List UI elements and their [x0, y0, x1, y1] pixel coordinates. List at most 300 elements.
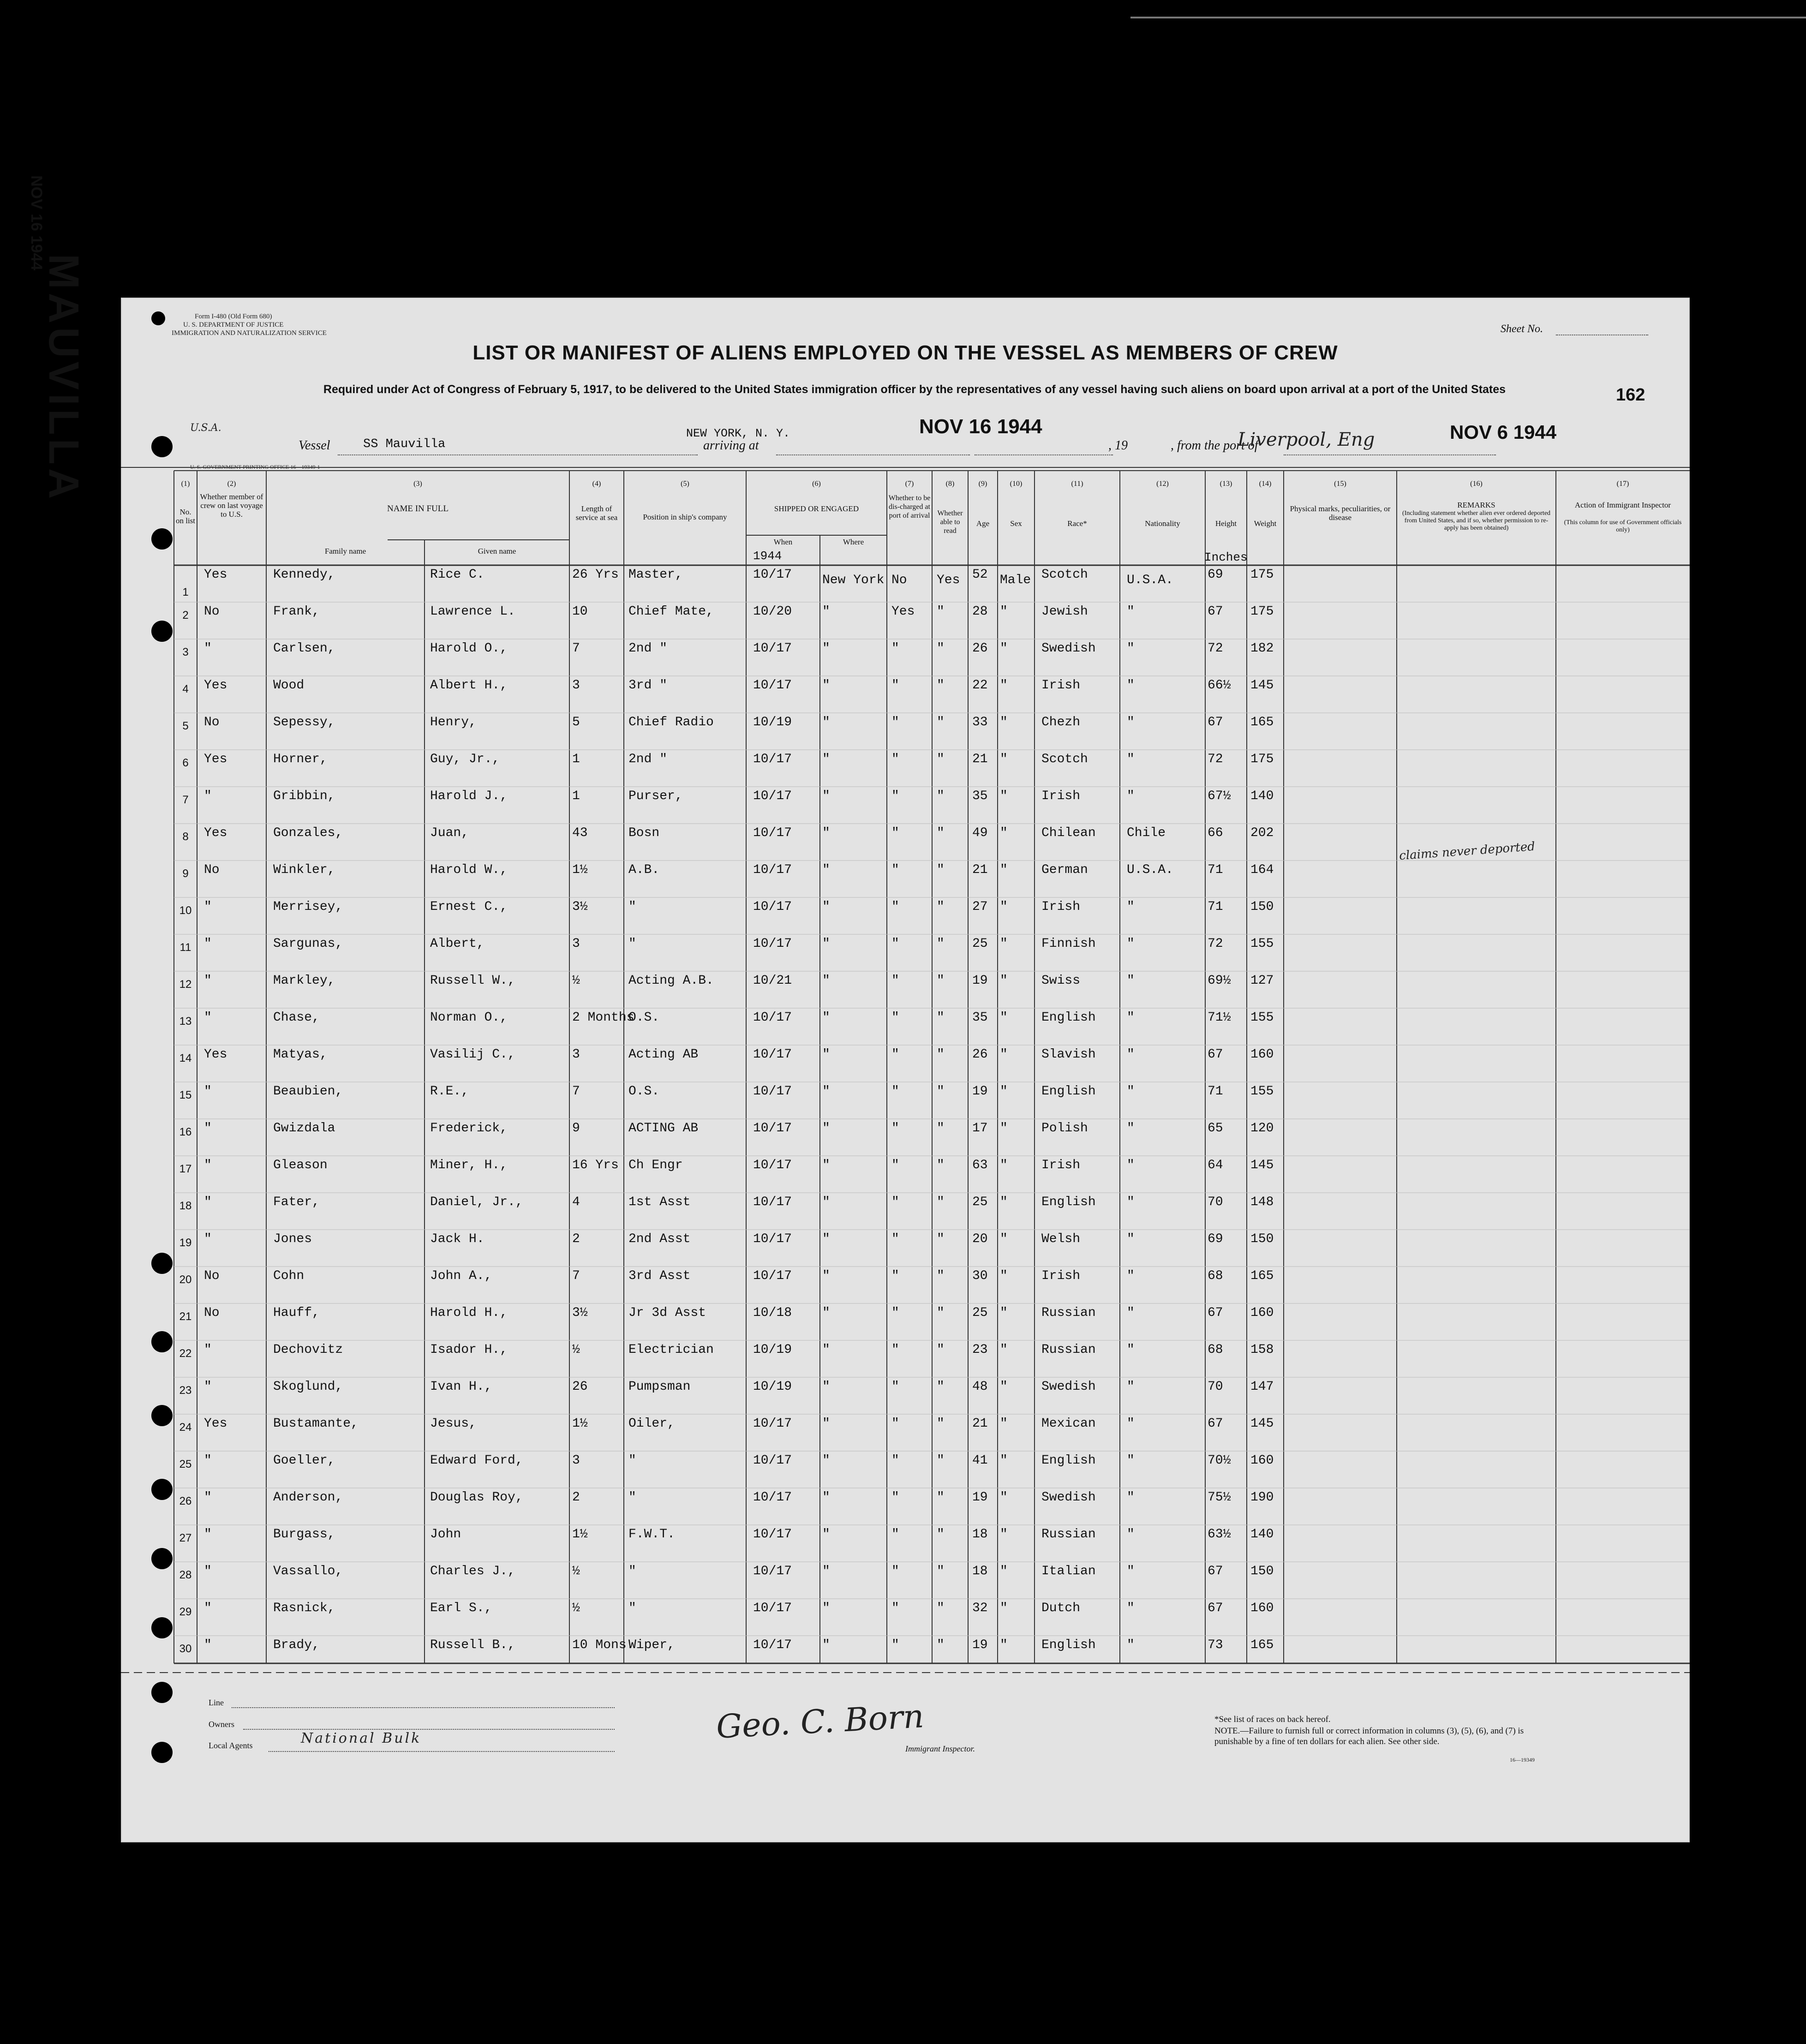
service-length-cell: 2	[572, 1232, 580, 1246]
sex-cell: "	[1000, 1047, 1008, 1062]
service-length-cell: 4	[572, 1195, 580, 1209]
nationality-cell: "	[1127, 1121, 1135, 1136]
row-number: 8	[182, 831, 189, 843]
row-number: 7	[182, 794, 189, 806]
weight-cell: 145	[1250, 1416, 1274, 1431]
height-cell: 72	[1208, 937, 1223, 951]
races-note: *See list of races on back hereof.	[1214, 1715, 1331, 1724]
race-cell: Jewish	[1041, 604, 1088, 619]
given-name-cell: Guy, Jr.,	[430, 752, 500, 766]
height-cell: 72	[1208, 641, 1223, 656]
service-length-cell: 1	[572, 789, 580, 803]
shipped-when-cell: 10/17	[753, 568, 792, 582]
prev-voyage-cell: "	[204, 1010, 212, 1025]
age-cell: 21	[972, 752, 988, 766]
row-number: 13	[179, 1015, 192, 1028]
weight-cell: 160	[1250, 1601, 1274, 1615]
age-cell: 21	[972, 1416, 988, 1431]
height-cell: 66	[1208, 826, 1223, 840]
weight-cell: 150	[1250, 900, 1274, 914]
able-to-read-cell: "	[937, 937, 945, 951]
sex-cell: "	[1000, 974, 1008, 988]
col-number: (7)	[905, 480, 914, 488]
family-name-cell: Matyas,	[273, 1047, 328, 1062]
shipped-where-cell: "	[822, 1047, 830, 1062]
row-number: 4	[182, 683, 189, 695]
race-cell: Dutch	[1041, 1601, 1081, 1615]
prev-voyage-cell: "	[204, 789, 212, 803]
nationality-cell: "	[1127, 678, 1135, 693]
given-name-cell: Isador H.,	[430, 1343, 508, 1357]
family-name-cell: Horner,	[273, 752, 328, 766]
position-cell: 3rd Asst	[628, 1269, 691, 1283]
col-number: (13)	[1220, 480, 1232, 488]
nationality-cell: "	[1127, 1453, 1135, 1468]
header-shipped-engaged: SHIPPED OR ENGAGED	[774, 504, 859, 513]
height-cell: 75½	[1208, 1490, 1231, 1505]
header-age: Age	[976, 519, 990, 528]
height-cell: 67	[1208, 604, 1223, 619]
discharged-cell: "	[891, 900, 899, 914]
position-cell: Master,	[628, 568, 683, 582]
able-to-read-cell: "	[937, 752, 945, 766]
position-cell: Ch Engr	[628, 1158, 683, 1172]
row-number: 27	[179, 1532, 192, 1544]
age-cell: 28	[972, 604, 988, 619]
shipped-where-cell: "	[822, 1343, 830, 1357]
row-number: 26	[179, 1495, 192, 1507]
weight-cell: 175	[1250, 604, 1274, 619]
height-cell: 71	[1208, 1084, 1223, 1099]
position-cell: "	[628, 1601, 636, 1615]
weight-cell: 155	[1250, 937, 1274, 951]
col-number: (3)	[413, 480, 422, 488]
shipped-when-cell: 10/17	[753, 789, 792, 803]
shipped-where-cell: "	[822, 1416, 830, 1431]
service-length-cell: 2	[572, 1490, 580, 1505]
year-label: , 19	[1108, 438, 1128, 453]
family-name-cell: Wood	[273, 678, 305, 693]
height-cell: 72	[1208, 752, 1223, 766]
shipped-where-cell: "	[822, 826, 830, 840]
given-name-cell: Harold W.,	[430, 863, 508, 877]
row-number: 24	[179, 1421, 192, 1434]
position-cell: 2nd "	[628, 752, 668, 766]
sex-cell: "	[1000, 1638, 1008, 1652]
form-id: Form I-480 (Old Form 680)	[195, 313, 272, 320]
given-name-cell: Jesus,	[430, 1416, 477, 1431]
given-name-cell: Ivan H.,	[430, 1380, 492, 1394]
sex-cell: "	[1000, 1121, 1008, 1136]
header-inspector-action: Action of Immigrant Inspector	[1574, 501, 1671, 509]
line-field	[232, 1707, 615, 1708]
shipped-where-cell: "	[822, 789, 830, 803]
shipped-when-cell: 10/17	[753, 1416, 792, 1431]
row-number: 20	[179, 1273, 192, 1286]
able-to-read-cell: "	[937, 1047, 945, 1062]
nationality-cell: "	[1127, 604, 1135, 619]
position-cell: Wiper,	[628, 1638, 675, 1652]
age-cell: 33	[972, 715, 988, 729]
race-cell: Swedish	[1041, 1490, 1096, 1505]
position-cell: "	[628, 1490, 636, 1505]
nationality-cell: "	[1127, 1490, 1135, 1505]
position-cell: "	[628, 937, 636, 951]
height-cell: 69½	[1208, 974, 1231, 988]
sex-cell: Male	[1000, 573, 1031, 587]
race-cell: Irish	[1041, 789, 1081, 803]
prev-voyage-cell: "	[204, 1638, 212, 1652]
sex-cell: "	[1000, 715, 1008, 729]
usa-note: U.S.A.	[190, 422, 221, 434]
shipped-where-cell: "	[822, 1601, 830, 1615]
position-cell: "	[628, 1453, 636, 1468]
header-given-name: Given name	[478, 547, 516, 556]
prev-voyage-cell: "	[204, 974, 212, 988]
page-number: 162	[1616, 385, 1645, 405]
shipped-when-cell: 10/17	[753, 1453, 792, 1468]
position-cell: O.S.	[628, 1010, 660, 1025]
shipped-when-cell: 10/19	[753, 1343, 792, 1357]
col-number: (12)	[1156, 480, 1169, 488]
sex-cell: "	[1000, 678, 1008, 693]
race-cell: Russian	[1041, 1343, 1096, 1357]
service-length-cell: 1½	[572, 863, 588, 877]
family-name-cell: Brady,	[273, 1638, 320, 1652]
form-department: U. S. DEPARTMENT OF JUSTICE	[183, 321, 284, 329]
discharged-cell: "	[891, 678, 899, 693]
position-cell: 2nd Asst	[628, 1232, 691, 1246]
given-name-cell: Vasilij C.,	[430, 1047, 515, 1062]
weight-cell: 145	[1250, 678, 1274, 693]
race-cell: Swedish	[1041, 641, 1096, 656]
age-cell: 30	[972, 1269, 988, 1283]
position-cell: ACTING AB	[628, 1121, 699, 1136]
height-cell: 63½	[1208, 1527, 1231, 1542]
header-height: Height	[1215, 519, 1237, 528]
discharged-cell: "	[891, 1416, 899, 1431]
service-length-cell: 3	[572, 1453, 580, 1468]
position-cell: Electrician	[628, 1343, 714, 1357]
height-cell: 67	[1208, 1601, 1223, 1615]
discharged-cell: "	[891, 1084, 899, 1099]
height-cell: 67½	[1208, 789, 1231, 803]
discharged-cell: "	[891, 1343, 899, 1357]
given-name-cell: Jack H.	[430, 1232, 484, 1246]
service-length-cell: 1½	[572, 1416, 588, 1431]
sex-cell: "	[1000, 1416, 1008, 1431]
position-cell: "	[628, 900, 636, 914]
service-length-cell: 10 Mons.	[572, 1638, 634, 1652]
service-length-cell: 43	[572, 826, 588, 840]
able-to-read-cell: "	[937, 974, 945, 988]
service-length-cell: ½	[572, 1564, 580, 1578]
age-cell: 25	[972, 1195, 988, 1209]
family-name-cell: Rasnick,	[273, 1601, 335, 1615]
nationality-cell: "	[1127, 1601, 1135, 1615]
height-cell: 71½	[1208, 1010, 1231, 1025]
sex-cell: "	[1000, 1453, 1008, 1468]
nationality-cell: "	[1127, 1047, 1135, 1062]
shipped-where-cell: "	[822, 900, 830, 914]
weight-cell: 148	[1250, 1195, 1274, 1209]
age-cell: 23	[972, 1343, 988, 1357]
departure-date-stamp: NOV 6 1944	[1450, 421, 1557, 443]
col-number: (6)	[812, 480, 821, 488]
header-nationality: Nationality	[1145, 519, 1180, 528]
family-name-cell: Chase,	[273, 1010, 320, 1025]
age-cell: 63	[972, 1158, 988, 1172]
row-number: 23	[179, 1384, 192, 1397]
prev-voyage-cell: "	[204, 1121, 212, 1136]
prev-voyage-cell: "	[204, 1195, 212, 1209]
prev-voyage-cell: No	[204, 1306, 220, 1320]
able-to-read-cell: "	[937, 1343, 945, 1357]
age-cell: 52	[972, 568, 988, 582]
local-agents-label: Local Agents	[209, 1741, 253, 1750]
given-name-cell: Norman O.,	[430, 1010, 508, 1025]
age-cell: 32	[972, 1601, 988, 1615]
nationality-cell: "	[1127, 1269, 1135, 1283]
service-length-cell: 3	[572, 937, 580, 951]
shipped-where-cell: "	[822, 1084, 830, 1099]
discharged-cell: "	[891, 1047, 899, 1062]
prev-voyage-cell: Yes	[204, 568, 227, 582]
weight-cell: 127	[1250, 974, 1274, 988]
arriving-port: NEW YORK, N. Y.	[686, 427, 790, 440]
family-name-cell: Skoglund,	[273, 1380, 343, 1394]
given-name-cell: John	[430, 1527, 461, 1542]
shipped-when-cell: 10/19	[753, 1380, 792, 1394]
shipped-when-cell: 10/17	[753, 1121, 792, 1136]
prev-voyage-cell: Yes	[204, 1047, 227, 1062]
service-length-cell: 5	[572, 715, 580, 729]
given-name-cell: Russell B.,	[430, 1638, 515, 1652]
weight-cell: 190	[1250, 1490, 1274, 1505]
sex-cell: "	[1000, 1380, 1008, 1394]
age-cell: 26	[972, 1047, 988, 1062]
able-to-read-cell: "	[937, 1490, 945, 1505]
race-cell: Swedish	[1041, 1380, 1096, 1394]
able-to-read-cell: "	[937, 826, 945, 840]
able-to-read-cell: "	[937, 678, 945, 693]
able-to-read-cell: "	[937, 1380, 945, 1394]
shipped-where-cell: "	[822, 1490, 830, 1505]
owners-field	[243, 1729, 615, 1730]
line-label: Line	[209, 1698, 224, 1707]
discharged-cell: "	[891, 641, 899, 656]
family-name-cell: Carlsen,	[273, 641, 335, 656]
weight-cell: 202	[1250, 826, 1274, 840]
nationality-cell: "	[1127, 1380, 1135, 1394]
age-cell: 21	[972, 863, 988, 877]
position-cell: Pumpsman	[628, 1380, 691, 1394]
family-name-cell: Gleason	[273, 1158, 328, 1172]
given-name-cell: Juan,	[430, 826, 469, 840]
discharged-cell: "	[891, 752, 899, 766]
shipped-where-cell: "	[822, 1638, 830, 1652]
nationality-cell: "	[1127, 789, 1135, 803]
row-number: 22	[179, 1347, 192, 1360]
position-cell: F.W.T.	[628, 1527, 675, 1542]
local-agents-value: National Bulk	[301, 1730, 422, 1746]
sex-cell: "	[1000, 1010, 1008, 1025]
owners-label: Owners	[209, 1720, 234, 1729]
shipped-where-cell: "	[822, 1010, 830, 1025]
height-cell: 69	[1208, 568, 1223, 582]
family-name-cell: Gonzales,	[273, 826, 343, 840]
weight-cell: 158	[1250, 1343, 1274, 1357]
header-previous-voyage: Whether member of crew on last voyage to U.S.	[200, 492, 263, 519]
row-number: 1	[182, 586, 189, 598]
height-inches-label: Inches	[1204, 550, 1248, 564]
weight-cell: 165	[1250, 1269, 1274, 1283]
family-name-cell: Hauff,	[273, 1306, 320, 1320]
discharged-cell: "	[891, 863, 899, 877]
able-to-read-cell: "	[937, 1601, 945, 1615]
discharged-cell: "	[891, 1601, 899, 1615]
race-cell: German	[1041, 863, 1088, 877]
weight-cell: 150	[1250, 1564, 1274, 1578]
row-number: 16	[179, 1126, 192, 1138]
position-cell: Acting AB	[628, 1047, 699, 1062]
position-cell: 2nd "	[628, 641, 668, 656]
given-name-cell: Henry,	[430, 715, 477, 729]
able-to-read-cell: "	[937, 863, 945, 877]
header-position: Position in ship's company	[643, 513, 727, 521]
discharged-cell: "	[891, 1121, 899, 1136]
weight-cell: 182	[1250, 641, 1274, 656]
nationality-cell: "	[1127, 1232, 1135, 1246]
able-to-read-cell: "	[937, 604, 945, 619]
nationality-cell: "	[1127, 1010, 1135, 1025]
sex-cell: "	[1000, 604, 1008, 619]
film-spine-label	[23, 175, 87, 1006]
height-cell: 67	[1208, 1564, 1223, 1578]
col-number: (10)	[1010, 480, 1023, 488]
nationality-cell: "	[1127, 641, 1135, 656]
race-cell: Russian	[1041, 1527, 1096, 1542]
sex-cell: "	[1000, 1527, 1008, 1542]
col-number: (14)	[1259, 480, 1272, 488]
row-number: 15	[179, 1089, 192, 1101]
vessel-name: SS Mauvilla	[363, 437, 446, 451]
family-name-cell: Sepessy,	[273, 715, 335, 729]
prev-voyage-cell: Yes	[204, 752, 227, 766]
row-number: 18	[179, 1200, 192, 1212]
race-cell: Swiss	[1041, 974, 1081, 988]
position-cell: Oiler,	[628, 1416, 675, 1431]
col-number: (17)	[1616, 480, 1629, 488]
family-name-cell: Anderson,	[273, 1490, 343, 1505]
sex-cell: "	[1000, 752, 1008, 766]
row-number: 14	[179, 1052, 192, 1064]
race-cell: English	[1041, 1084, 1096, 1099]
given-name-cell: R.E.,	[430, 1084, 469, 1099]
height-cell: 67	[1208, 1047, 1223, 1062]
manifest-subtitle: Required under Act of Congress of February 5, 1917, to be delivered to the United States immigration officer by the representatives of any vessel having such aliens on board upon arrival at a port of the United States	[323, 383, 1506, 396]
service-length-cell: 1	[572, 752, 580, 766]
age-cell: 20	[972, 1232, 988, 1246]
height-cell: 73	[1208, 1638, 1223, 1652]
age-cell: 41	[972, 1453, 988, 1468]
height-cell: 70	[1208, 1380, 1223, 1394]
weight-cell: 155	[1250, 1010, 1274, 1025]
header-when: When	[773, 538, 793, 546]
shipped-when-cell: 10/17	[753, 678, 792, 693]
able-to-read-cell: "	[937, 1269, 945, 1283]
able-to-read-cell: "	[937, 1564, 945, 1578]
weight-cell: 160	[1250, 1047, 1274, 1062]
able-to-read-cell: "	[937, 1158, 945, 1172]
nationality-cell: "	[1127, 900, 1135, 914]
nationality-cell: "	[1127, 1416, 1135, 1431]
prev-voyage-cell: "	[204, 1490, 212, 1505]
sex-cell: "	[1000, 1306, 1008, 1320]
nationality-cell: "	[1127, 1638, 1135, 1652]
remarks-row-8: claims never deported	[1399, 839, 1536, 863]
sex-cell: "	[1000, 1490, 1008, 1505]
family-name-cell: Fater,	[273, 1195, 320, 1209]
header-physical-marks: Physical marks, peculiarities, or disease	[1290, 504, 1391, 522]
weight-cell: 150	[1250, 1232, 1274, 1246]
given-name-cell: Albert H.,	[430, 678, 508, 693]
shipped-when-cell: 10/20	[753, 604, 792, 619]
row-number: 12	[179, 978, 192, 991]
col-number: (16)	[1470, 480, 1483, 488]
prev-voyage-cell: "	[204, 1527, 212, 1542]
weight-cell: 140	[1250, 1527, 1274, 1542]
discharged-cell: "	[891, 826, 899, 840]
position-cell: Bosn	[628, 826, 660, 840]
position-cell: Chief Mate,	[628, 604, 714, 619]
discharged-cell: "	[891, 1010, 899, 1025]
inspector-label: Immigrant Inspector.	[905, 1744, 975, 1753]
shipped-where-cell: "	[822, 1121, 830, 1136]
height-cell: 65	[1208, 1121, 1223, 1136]
position-cell: A.B.	[628, 863, 660, 877]
sex-cell: "	[1000, 1232, 1008, 1246]
discharged-cell: "	[891, 715, 899, 729]
prev-voyage-cell: "	[204, 1084, 212, 1099]
able-to-read-cell: "	[937, 1232, 945, 1246]
given-name-cell: Lawrence L.	[430, 604, 515, 619]
able-to-read-cell: "	[937, 1084, 945, 1099]
family-name-cell: Bustamante,	[273, 1416, 359, 1431]
shipped-when-cell: 10/17	[753, 1527, 792, 1542]
given-name-cell: Earl S.,	[430, 1601, 492, 1615]
arriving-label: arriving at	[703, 438, 759, 453]
able-to-read-cell: "	[937, 1638, 945, 1652]
family-name-cell: Beaubien,	[273, 1084, 343, 1099]
discharged-cell: "	[891, 1380, 899, 1394]
service-length-cell: 3	[572, 678, 580, 693]
service-length-cell: 1½	[572, 1527, 588, 1542]
weight-cell: 175	[1250, 752, 1274, 766]
printing-office: U. S. GOVERNMENT PRINTING OFFICE 16—19349-1	[190, 464, 320, 470]
age-cell: 49	[972, 826, 988, 840]
position-cell: O.S.	[628, 1084, 660, 1099]
nationality-cell: "	[1127, 1195, 1135, 1209]
age-cell: 19	[972, 1490, 988, 1505]
nationality-cell: "	[1127, 1158, 1135, 1172]
header-service-length: Length of service at sea	[575, 504, 618, 522]
arrival-date-stamp: NOV 16 1944	[919, 415, 1042, 438]
able-to-read-cell: "	[937, 1527, 945, 1542]
shipped-when-cell: 10/17	[753, 1232, 792, 1246]
sex-cell: "	[1000, 937, 1008, 951]
age-cell: 25	[972, 937, 988, 951]
